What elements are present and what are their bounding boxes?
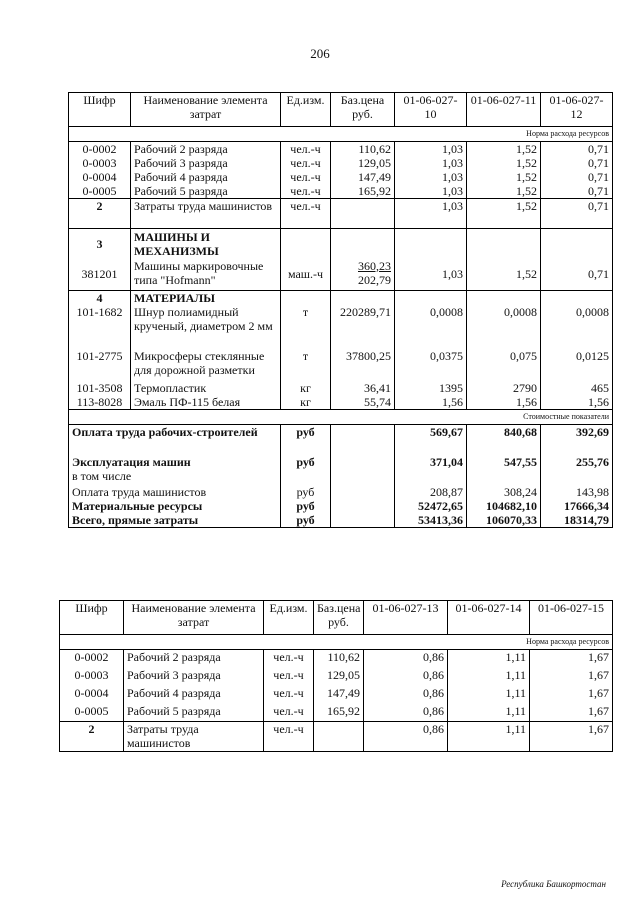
table-row: 381201 Машины маркировочные типа "Hofmann" маш.-ч 360,23 202,79 1,03 1,52 0,71 xyxy=(69,259,613,291)
section-code: 4 xyxy=(69,291,131,306)
header-code: Шифр xyxy=(69,93,131,127)
table-row: 101-1682 Шнур полиамидный крученый, диаметром 2 мм т 220289,71 0,0008 0,0008 0,0008 xyxy=(69,305,613,349)
header-name: Наименование элемента затрат xyxy=(124,601,264,635)
header-col3: 01-06-027-15 xyxy=(530,601,613,635)
including-label: в том числе xyxy=(72,468,132,483)
norm-label: Норма расхода ресурсов xyxy=(69,127,613,142)
materials-section-row xyxy=(69,291,613,306)
table-row: 0-0005 Рабочий 5 разряда чел.-ч 165,92 0,86 1,11 1,67 xyxy=(60,704,613,722)
resource-norms-table-2 xyxy=(59,600,613,752)
operators-row: 2 Затраты труда машинистов чел.-ч 1,03 1,52 0,71 xyxy=(69,199,613,229)
header-unit: Ед.изм. xyxy=(264,601,314,635)
header-unit: Ед.изм. xyxy=(281,93,331,127)
table-row: 101-2775 Микросферы стеклянные для дорожной разметки т 37800,25 0,0375 0,075 0,0125 xyxy=(69,349,613,381)
footer-region: Республика Башкортостан xyxy=(501,879,606,889)
table-row: 0-0003 Рабочий 3 разряда чел.-ч 129,05 0,86 1,11 1,67 xyxy=(60,668,613,686)
norm-label-row xyxy=(60,635,613,650)
header-col2: 01-06-027-14 xyxy=(448,601,530,635)
totals-row: Всего, прямые затраты руб 53413,36 106070,33 18314,79 xyxy=(69,513,613,528)
table-row: 101-3508 Термопластик кг 36,41 1395 2790 465 xyxy=(69,381,613,395)
header-col2: 01-06-027-11 xyxy=(467,93,541,127)
norm-label-row xyxy=(69,127,613,142)
table-row: 0-0002 Рабочий 2 разряда чел.-ч 110,62 0,86 1,11 1,67 xyxy=(60,650,613,668)
resource-norms-table-1 xyxy=(68,92,613,528)
header-code: Шифр xyxy=(60,601,124,635)
table-row: 0-0005 Рабочий 5 разряда чел.-ч 165,92 1,03 1,52 0,71 xyxy=(69,184,613,199)
totals-row: Оплата труда рабочих-строителей руб 569,67 840,68 392,69 xyxy=(69,425,613,455)
cost-label: Стоимостные показатели xyxy=(69,410,613,425)
table-row: 0-0003 Рабочий 3 разряда чел.-ч 129,05 1,03 1,52 0,71 xyxy=(69,156,613,170)
totals-row: Оплата труда машинистов руб 208,87 308,24 143,98 xyxy=(69,485,613,499)
header-name: Наименование элемента затрат xyxy=(131,93,281,127)
totals-row: Эксплуатация машин в том числе руб 371,04 547,55 255,76 xyxy=(69,455,613,485)
header-col1: 01-06-027-10 xyxy=(395,93,467,127)
totals-row: Материальные ресурсы руб 52472,65 104682,10 17666,34 xyxy=(69,499,613,513)
section-title: МАТЕРИАЛЫ xyxy=(131,291,281,306)
table-row: 113-8028 Эмаль ПФ-115 белая кг 55,74 1,56 1,56 1,56 xyxy=(69,395,613,410)
table-row: 0-0004 Рабочий 4 разряда чел.-ч 147,49 1,03 1,52 0,71 xyxy=(69,170,613,184)
table-header-row xyxy=(69,93,613,127)
machines-section-row xyxy=(69,229,613,259)
table-header-row xyxy=(60,601,613,635)
operators-row: 2 Затраты труда машинистов чел.-ч 0,86 1,11 1,67 xyxy=(60,722,613,752)
machine-price: 360,23 xyxy=(358,258,391,273)
header-price: Баз.цена руб. xyxy=(331,93,395,127)
page-number: 206 xyxy=(310,46,330,61)
section-code: 3 xyxy=(69,229,131,259)
header-price: Баз.цена руб. xyxy=(314,601,364,635)
header-col1: 01-06-027-13 xyxy=(364,601,448,635)
section-title: МАШИНЫ И МЕХАНИЗМЫ xyxy=(131,229,281,259)
cost-label-row xyxy=(69,410,613,425)
machine-price-operator: 202,79 xyxy=(358,272,391,287)
norm-label: Норма расхода ресурсов xyxy=(60,635,613,650)
header-col3: 01-06-027-12 xyxy=(541,93,613,127)
table-row: 0-0004 Рабочий 4 разряда чел.-ч 147,49 0,86 1,11 1,67 xyxy=(60,686,613,704)
table-row: 0-0002 Рабочий 2 разряда чел.-ч 110,62 1,03 1,52 0,71 xyxy=(69,142,613,157)
